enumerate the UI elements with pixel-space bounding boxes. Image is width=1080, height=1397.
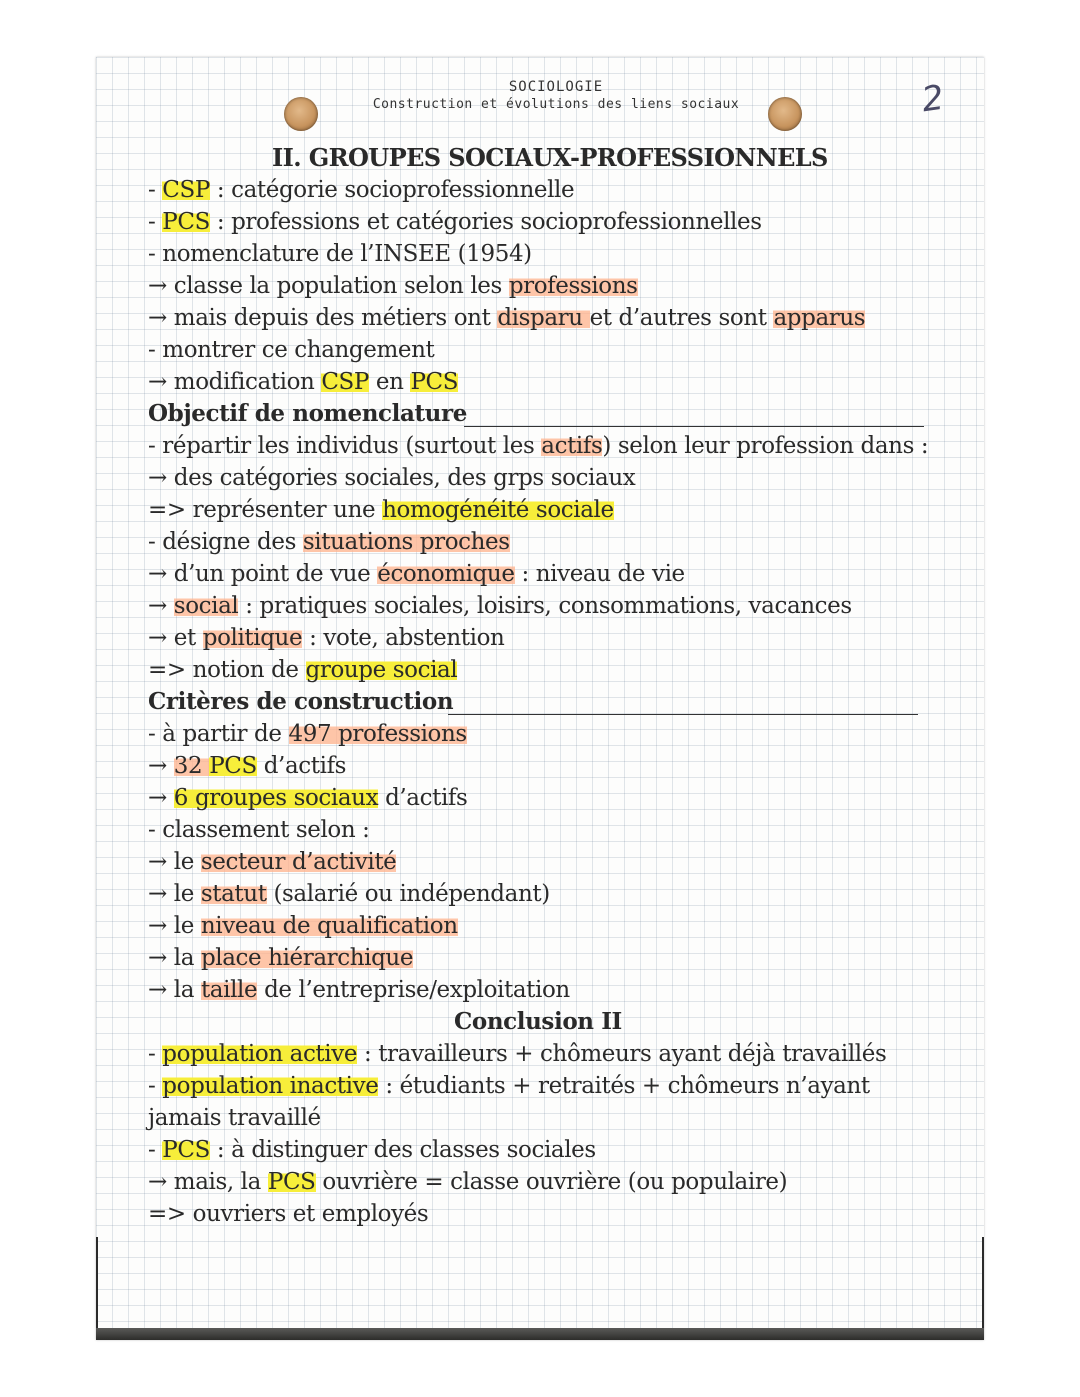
header-chapter: Construction et évolutions des liens sociaux (372, 97, 740, 112)
line-niveau: → le niveau de qualification (148, 913, 458, 939)
line-groupes6: → 6 groupes sociaux d’actifs (148, 785, 468, 811)
line-nomenclature: - nomenclature de l’INSEE (1954) (148, 241, 532, 267)
line-pcs-distinguer: - PCS : à distinguer des classes sociales (148, 1137, 596, 1163)
punch-hole-right (768, 97, 802, 131)
line-notion: => notion de groupe social (148, 657, 458, 683)
page-title: II. GROUPES SOCIAUX-PROFESSIONNELS (272, 143, 828, 172)
line-homogeneite: => représenter une homogénéité sociale (148, 497, 614, 523)
line-categories: → des catégories sociales, des grps sociaux (148, 465, 636, 491)
line-ouvriere: → mais, la PCS ouvrière = classe ouvrière (ou populaire) (148, 1169, 788, 1195)
heading-criteres: Critères de construction (148, 688, 454, 715)
line-taille: → la taille de l’entreprise/exploitation (148, 977, 570, 1003)
heading-conclusion: Conclusion II (454, 1008, 622, 1035)
page-number: 2 (919, 77, 947, 121)
heading-underline (448, 714, 918, 715)
line-inactive: - population inactive : étudiants + retraités + chômeurs n’ayant (148, 1073, 870, 1099)
line-pcs: - PCS : professions et catégories socioprofessionnelles (148, 209, 762, 235)
line-social: → social : pratiques sociales, loisirs, consommations, vacances (148, 593, 852, 619)
line-csp: - CSP : catégorie socioprofessionnelle (148, 177, 575, 203)
line-repartir: - répartir les individus (surtout les actifs) selon leur profession dans : (148, 433, 929, 459)
line-politique: → et politique : vote, abstention (148, 625, 505, 651)
sheet-bottom-edge (96, 1328, 984, 1340)
notebook-sheet (96, 57, 984, 1340)
term-csp: CSP (162, 177, 210, 203)
line-partir: - à partir de 497 professions (148, 721, 467, 747)
header-subject: SOCIOLOGIE (508, 79, 604, 95)
punch-hole-left (284, 97, 318, 131)
line-designe: - désigne des situations proches (148, 529, 510, 555)
heading-objectif: Objectif de nomenclature (148, 400, 467, 427)
line-pcs32: → 32 PCS d’actifs (148, 753, 347, 779)
line-classement: - classement selon : (148, 817, 370, 843)
line-modification: → modification CSP en PCS (148, 369, 459, 395)
term-pcs: PCS (162, 209, 210, 235)
sheet-edge-left (96, 1237, 98, 1340)
line-montrer: - montrer ce changement (148, 337, 435, 363)
line-inactive-cont: jamais travaillé (148, 1105, 321, 1131)
line-classe: → classe la population selon les professions (148, 273, 638, 299)
heading-underline (464, 426, 924, 427)
line-statut: → le statut (salarié ou indépendant) (148, 881, 550, 907)
line-active: - population active : travailleurs + chômeurs ayant déjà travaillés (148, 1041, 887, 1067)
sheet-edge-right (982, 1237, 984, 1340)
line-ouvriers: => ouvriers et employés (148, 1201, 429, 1227)
line-secteur: → le secteur d’activité (148, 849, 397, 875)
line-place: → la place hiérarchique (148, 945, 414, 971)
line-economique: → d’un point de vue économique : niveau de vie (148, 561, 685, 587)
line-metiers: → mais depuis des métiers ont disparu et d’autres sont apparus (148, 305, 866, 331)
